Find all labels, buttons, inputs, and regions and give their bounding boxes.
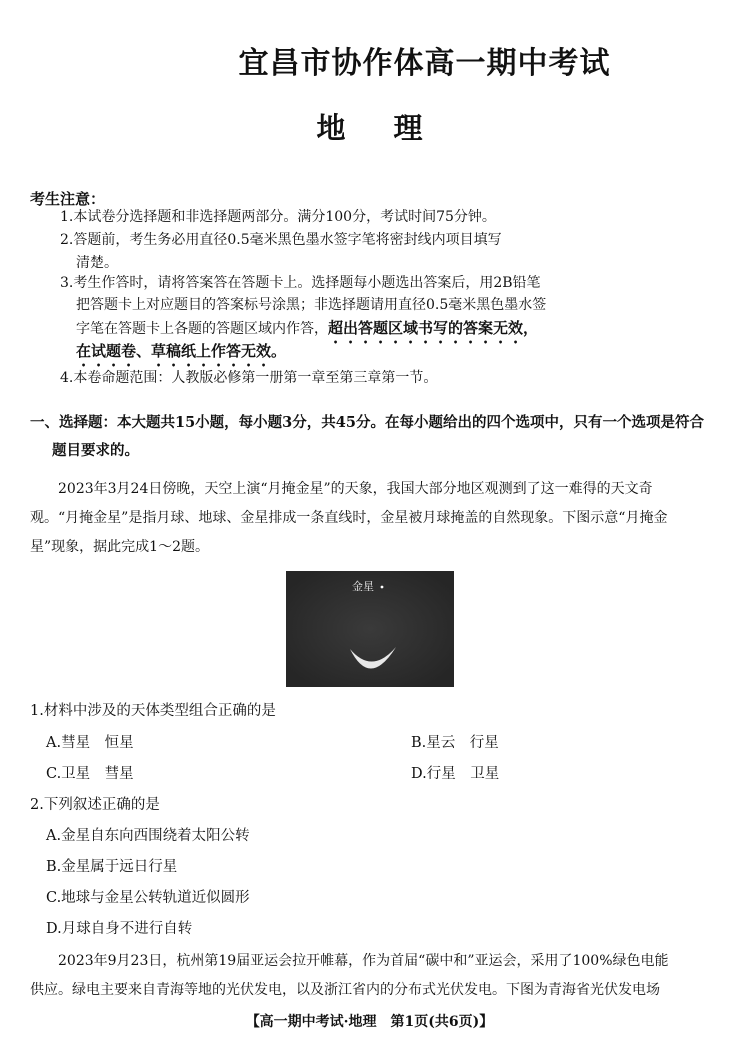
- notice-item-3-cont1: 把答题卡上对应题目的答案标号涂黑；非选择题请用直径0.5毫米黑色墨水签: [76, 297, 547, 313]
- material1-line1: 2023年3月24日傍晚，天空上演“月掩金星”的天象，我国大部分地区观测到了这一难得的天文奇: [58, 481, 653, 497]
- material2-line1: 2023年9月23日，杭州第19届亚运会拉开帷幕，作为首届“碳中和”亚运会，采用了100%绿色电能: [58, 953, 669, 969]
- venus-dot: [381, 586, 384, 589]
- q1-option-b: B.星云 行星: [411, 735, 499, 751]
- notice-heading: 考生注意：: [30, 190, 106, 208]
- q1-stem: 1.材料中涉及的天体类型组合正确的是: [30, 703, 276, 719]
- notice-item-3-text: 字笔在答题卡上各题的答题区域内作答，: [76, 321, 328, 337]
- q1-option-c: C.卫星 彗星: [46, 766, 134, 782]
- figure-label-venus: 金星: [352, 580, 374, 593]
- q1-option-a: A.彗星 恒星: [46, 735, 134, 751]
- figure-moon-venus: [286, 571, 454, 687]
- section1-heading: 一、选择题：本大题共15小题，每小题3分，共45分。在每小题给出的四个选项中，只有一个选项是符合: [30, 414, 704, 431]
- subject-title: 地理: [316, 111, 471, 145]
- q1-option-d: D.行星 卫星: [411, 766, 500, 782]
- notice-emphasis-1: 超出答题区域书写的答案无效，: [328, 319, 539, 337]
- notice-item-4: 4.本卷命题范围：人教版必修第一册第一章至第三章第一节。: [60, 370, 438, 386]
- q2-option-c: C.地球与金星公转轨道近似圆形: [46, 890, 250, 906]
- material1-line3: 星”现象，据此完成1～2题。: [30, 539, 209, 555]
- q2-option-a: A.金星自东向西围绕着太阳公转: [46, 828, 250, 844]
- material2-line2: 供应。绿电主要来自青海等地的光伏发电，以及浙江省内的分布式光伏发电。下图为青海省光伏发电场: [30, 982, 660, 998]
- page-footer: 【高一期中考试·地理 第1页(共6页)】: [245, 1014, 494, 1030]
- section1-heading-cont: 题目要求的。: [52, 442, 139, 459]
- notice-item-3: 3.考生作答时，请将答案答在答题卡上。选择题每小题选出答案后，用2B铅笔: [60, 275, 541, 291]
- q2-stem: 2.下列叙述正确的是: [30, 797, 160, 813]
- exam-title: 宜昌市协作体高一期中考试: [238, 46, 611, 81]
- notice-item-2: 2.答题前，考生务必用直径0.5毫米黑色墨水签字笔将密封线内项目填写: [60, 232, 502, 248]
- notice-item-2-cont: 清楚。: [76, 255, 118, 271]
- notice-item-1: 1.本试卷分选择题和非选择题两部分。满分100分，考试时间75分钟。: [60, 209, 496, 225]
- notice-emphasis-2: 在试题卷、草稿纸上作答无效。: [76, 342, 287, 360]
- material1-line2: 观。“月掩金星”是指月球、地球、金星排成一条直线时，金星被月球掩盖的自然现象。下图示意“月掩金: [30, 510, 668, 526]
- q2-option-b: B.金星属于远日行星: [46, 859, 178, 875]
- q2-option-d: D.月球自身不进行自转: [46, 921, 193, 937]
